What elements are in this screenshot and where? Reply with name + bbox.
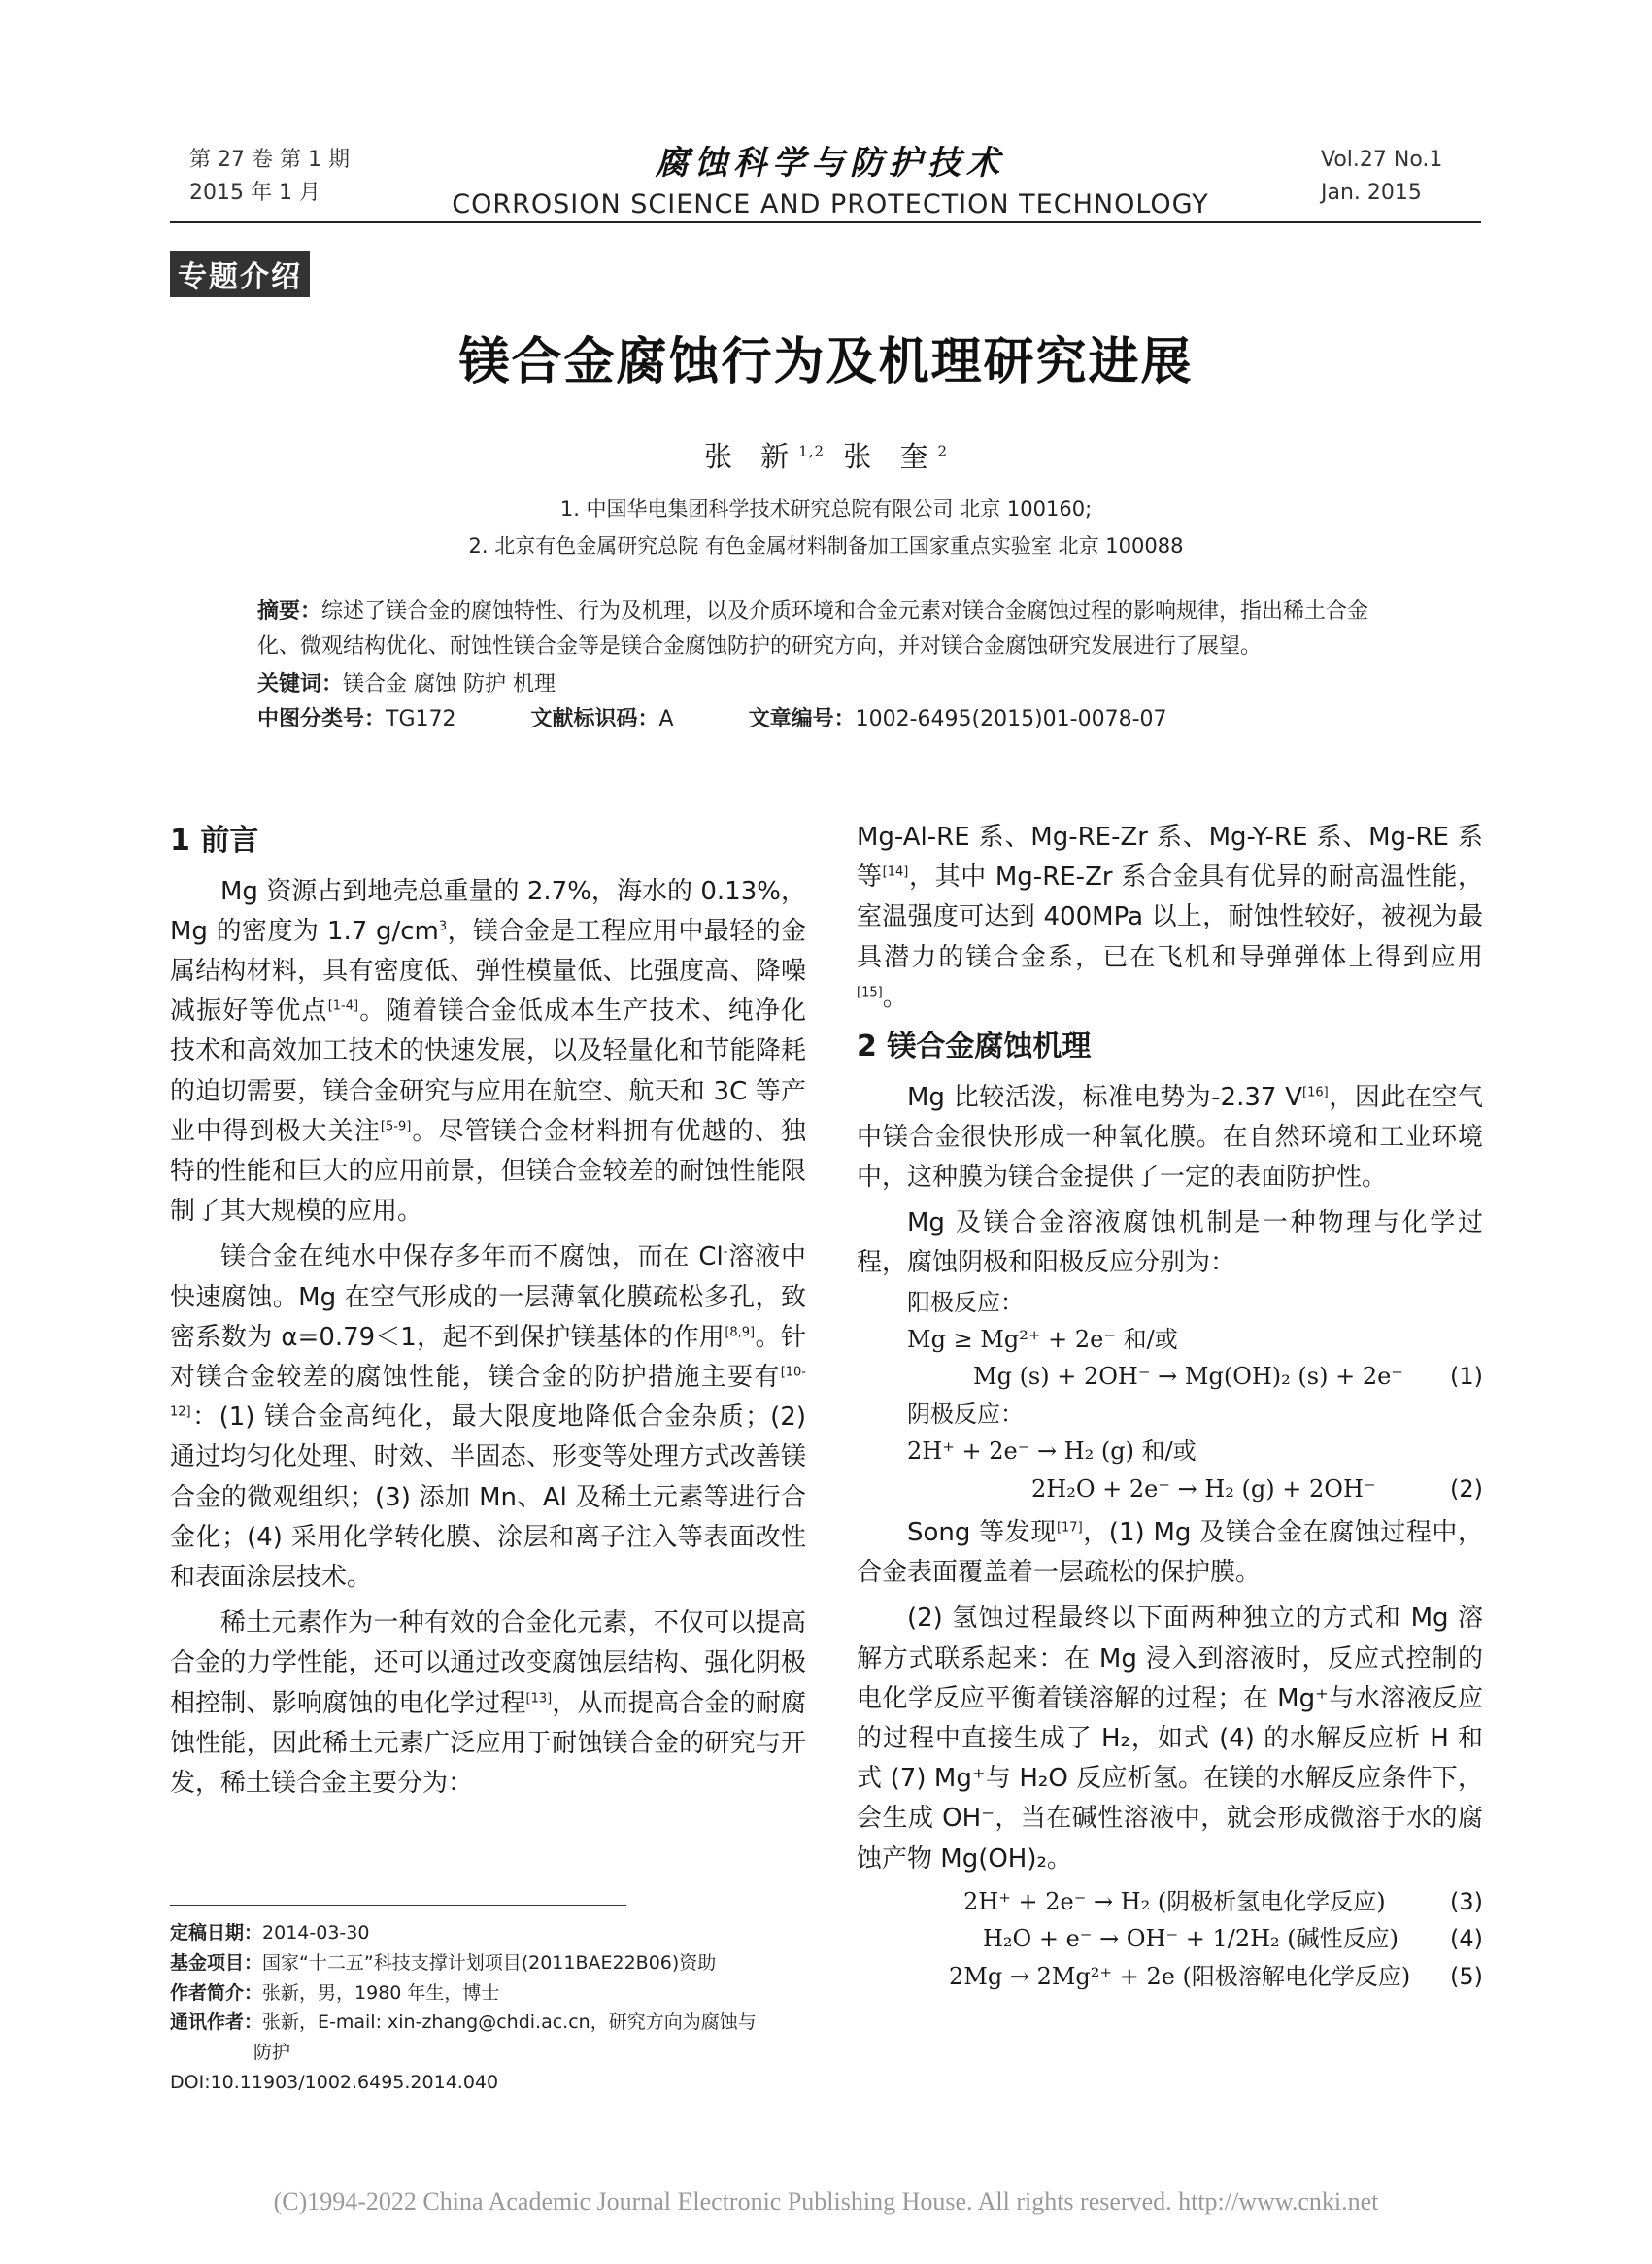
text-run: ，因此在空气中镁合金很快形成一种氧化膜。在自然环境和工业环境中，这种膜为镁合金提供了一定的表面防护性。 [857,1082,1483,1192]
keywords [257,667,1403,702]
affiliation-1: 1. 中国华电集团科学技术研究总院有限公司 北京 100160; [559,497,1093,521]
citation: [1-4] [327,998,359,1014]
affiliation-2: 2. 北京有色金属研究总院 有色金属材料制备加工国家重点实验室 北京 100088 [468,534,1184,558]
paper-title: 镁合金腐蚀行为及机理研究进展 [458,333,1194,391]
journal-title-cn: 腐蚀科学与防护技术 [656,144,1005,183]
equation-2 [857,1470,1483,1507]
cathode-label: 阴极反应： [907,1400,1024,1428]
fund-value: 国家“十二五”科技支撑计划项目(2011BAE22B06)资助 [262,1951,717,1974]
paragraph-mechanism-1 [857,1078,1483,1199]
corresponding-author [170,2008,811,2038]
text-run: ，其中 Mg-RE-Zr 系合金具有优异的耐高温性能，室温强度可达到 400MPa 以上，耐蚀性较好，被视为最具潜力的镁合金系，已在飞机和导弹弹体上得到应用 [857,862,1483,972]
text-run: Mg-Al-RE 系、Mg-RE-Zr 系、Mg-Y-RE 系、Mg-RE 系等 [857,823,1483,893]
abstract [257,594,1403,663]
text-run: 。 [882,982,908,1012]
citation: [14] [882,864,909,880]
equation-4-body: H₂O + e⁻ → OH⁻ + 1/2H₂ (碱性反应) [983,1925,1399,1953]
fund [170,1948,811,1978]
text-run: 。随着镁合金低成本生产技术、纯净化技术和高效加工技术的快速发展，以及轻量化和节能降耗的迫切需要，镁合金研究与应用在航空、航天和 3C 等产业中得到极大关注 [170,997,806,1146]
clc-value: TG172 [386,706,456,731]
keywords-label: 关键词： [257,672,344,697]
doc-code-label: 文献标识码： [530,706,659,731]
citation: [15] [857,985,883,1000]
text-run: Mg 资源占到地壳总重量的 2.7%，海水的 0.13%，Mg 的密度为 1.7 g/cm [170,876,806,946]
superscript-3: 3 [438,919,448,934]
text-run: ，(1) Mg 及镁合金在腐蚀过程中，合金表面覆盖着一层疏松的保护膜。 [857,1517,1483,1588]
date-cn: 2015 年 1 月 [189,181,320,206]
superscript-minus: - [723,1244,728,1260]
paragraph-intro-1 [170,872,806,1233]
paragraph-hydrogen: (2) 氢蚀过程最终以下面两种独立的方式和 Mg 溶解方式联系起来：在 Mg 浸入到溶液时，反应式控制的电化学反应平衡着镁溶解的过程；在 Mg⁺与水溶液反应的过程中直接生成了 H₂，如式 (4) 的水解反应析 H 和式 (7) Mg⁺与 H₂O 反应析氢。在镁的水解反应条件下，会生成 OH⁻，当在碱性溶液中，就会形成微溶于水的腐蚀产物 Mg(OH)₂。 [857,1604,1483,1874]
citation: [8,9] [725,1325,756,1340]
abstract-text: 综述了镁合金的腐蚀特性、行为及机理，以及介质环境和合金元素对镁合金腐蚀过程的影响规律，指出稀土合金化、微观结构优化、耐蚀性镁合金等是镁合金腐蚀防护的研究方向，并对镁合金腐蚀研究发展进行了展望。 [257,599,1369,659]
article-no-label: 文章编号： [748,706,856,731]
corr-value: 张新，E-mail: xin-zhang@chdi.ac.cn，研究方向为腐蚀与 [262,2011,757,2034]
equation-5 [857,1958,1483,1995]
citation: [17] [1056,1520,1083,1536]
equation-1 [857,1358,1483,1395]
article-no-value: 1002-6495(2015)01-0078-07 [855,706,1167,731]
header-volume-block [189,144,350,210]
doi: DOI:10.11903/1002.6495.2014.040 [170,2071,499,2093]
text-run: Mg 比较活泼，标准电势为-2.37 V [907,1082,1303,1112]
equation-4-number: (4) [1450,1925,1483,1953]
text-run: ，从而提高合金的耐腐蚀性能，因此稀土元素广泛应用于耐蚀镁合金的研究与开发，稀土镁合金主要分为： [170,1688,806,1799]
text-run: Song 等发现 [907,1517,1057,1547]
equation-5-number: (5) [1450,1962,1483,1990]
text-run: 。针对镁合金较差的腐蚀性能，镁合金的防护措施主要有 [170,1322,806,1392]
citation: [13] [525,1690,553,1706]
header-vol-en-block [1321,144,1442,210]
text-run: ：(1) 镁合金高纯化，最大限度地降低合金杂质；(2) 通过均匀化处理、时效、半固态、形变等处理方式改善镁合金的微观组织；(3) 添加 Mn、Al 及稀土元素等进行合金化；(4) 采用化学转化膜、涂层和离子注入等表面改性和表面涂层技术。 [170,1402,806,1592]
text-run: 稀土元素作为一种有效的合金化元素，不仅可以提高合金的力学性能，还可以通过改变腐蚀层结构、强化阴极相控制、影响腐蚀的电化学过程 [170,1608,806,1718]
copyright-notice: (C)1994-2022 China Academic Journal Electronic Publishing House. All rights reserved. http://www.cnki.net [273,2187,1379,2215]
section-tag: 专题介绍 [170,251,310,297]
clc-label: 中图分类号： [257,706,387,731]
header-rule [170,221,1481,223]
received-value: 2014-03-30 [262,1922,370,1943]
paragraph-intro-2 [170,1237,806,1598]
abstract-label: 摘要： [257,599,322,624]
paragraph-intro-3 [170,1604,806,1804]
author-bio-value: 张新，男，1980 年生，博士 [262,1981,500,2004]
journal-title-en: CORROSION SCIENCE AND PROTECTION TECHNOLOGY [452,189,1209,220]
section-heading-1: 1 前言 [170,824,259,858]
date-en: Jan. 2015 [1321,181,1422,206]
text-run: 。尽管镁合金材料拥有优越的、独特的性能和巨大的应用前景，但镁合金较差的耐蚀性能限制了其大规模的应用。 [170,1116,806,1227]
equation-3 [857,1883,1483,1920]
equation-5-body: 2Mg → 2Mg²⁺ + 2e (阳极溶解电化学反应) [949,1962,1411,1990]
paragraph-song [857,1513,1483,1593]
citation: [10-12] [170,1365,806,1420]
anode-label: 阳极反应： [907,1288,1024,1316]
volume-en: Vol.27 No.1 [1321,148,1443,172]
authors [0,435,1652,475]
received-date [170,1918,811,1948]
footnote-rule [170,1905,626,1906]
author-bio-label: 作者简介： [170,1981,263,2004]
text-run: 镁合金在纯水中保存多年而不腐蚀，而在 Cl [220,1242,724,1272]
journal-masthead [427,136,1233,220]
text-run: ，镁合金是工程应用中最轻的金属结构材料，具有密度低、弹性模量低、比强度高、降噪减振好等优点 [170,916,806,1027]
abstract-block [257,594,1403,737]
author-2: 张 奎 [843,440,938,473]
text-run: 溶液中快速腐蚀。Mg 在空气形成的一层薄氧化膜疏松多孔，致密系数为 α=0.79＜1，起不到保护镁基体的作用 [170,1242,806,1352]
equation-4 [857,1920,1483,1957]
corresponding-author-cont: 防护 [253,2042,291,2064]
equation-1-number: (1) [1450,1363,1483,1391]
keywords-text: 镁合金 腐蚀 防护 机理 [343,672,556,697]
equation-3-number: (3) [1450,1887,1483,1915]
received-label: 定稿日期： [170,1922,263,1943]
doc-code-value: A [658,706,674,731]
citation: [5-9] [380,1119,412,1134]
author-bio [170,1978,811,2009]
author-1-affil: 1,2 [798,442,826,460]
section-heading-2: 2 镁合金腐蚀机理 [857,1030,1092,1064]
equation-3-body: 2H⁺ + 2e⁻ → H₂ (阴极析氢电化学反应) [963,1887,1386,1915]
corr-label: 通讯作者： [170,2011,263,2034]
equation-2-body: 2H₂O + 2e⁻ → H₂ (g) + 2OH⁻ [1031,1474,1376,1503]
author-1: 张 新 [703,440,799,473]
citation: [16] [1302,1084,1329,1099]
left-column [170,818,806,1804]
volume-issue: 第 27 卷 第 1 期 [189,148,350,172]
equation-2-number: (2) [1450,1474,1483,1503]
author-2-affil: 2 [937,442,949,460]
classification-line [257,702,1403,737]
equation-1-body: Mg (s) + 2OH⁻ → Mg(OH)₂ (s) + 2e⁻ [973,1363,1403,1391]
paragraph-mechanism-2: Mg 及镁合金溶液腐蚀机制是一种物理与化学过程，腐蚀阴极和阳极反应分别为： [857,1208,1483,1278]
paragraph-re-systems [857,818,1483,1018]
equation-cathode-a: 2H⁺ + 2e⁻ → H₂ (g) 和/或 [907,1437,1197,1466]
equation-anode-a: Mg ≥ Mg²⁺ + 2e⁻ 和/或 [907,1325,1178,1353]
right-column [857,818,1483,1995]
fund-label: 基金项目： [170,1951,263,1974]
footnotes [170,1918,811,2098]
